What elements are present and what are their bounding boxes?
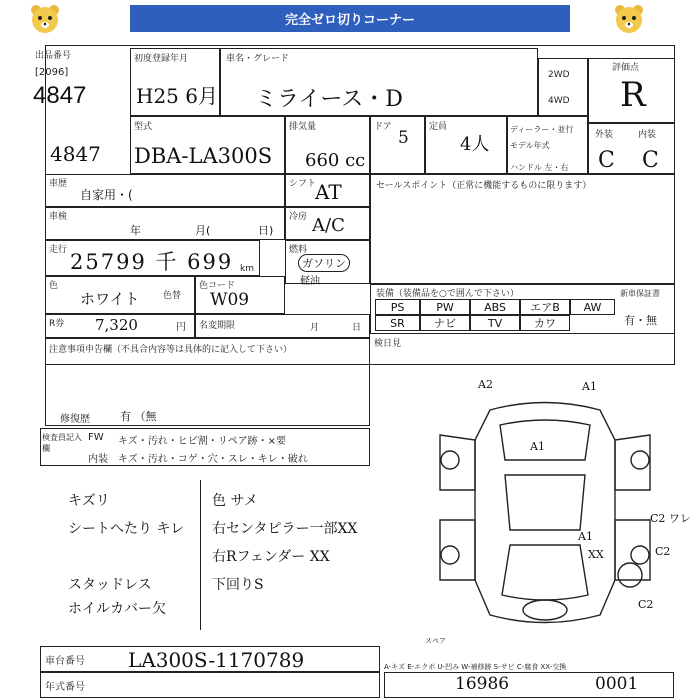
equip-aw: AW — [570, 299, 615, 315]
shift-label: シフト — [289, 179, 317, 189]
code-label: 色コード — [199, 281, 236, 291]
note-right-1: 色 サメ — [212, 493, 258, 509]
door-value: 5 — [398, 128, 409, 148]
fuel-alt: 軽油 — [300, 276, 320, 287]
grade-value: R — [620, 75, 646, 115]
warranty-value: 有・無 — [624, 314, 657, 327]
drive-4wd: 4WD — [548, 96, 570, 106]
sales-label: セールスポイント（正常に機能するものに限ります） — [376, 181, 592, 191]
inspect-label: 車検 — [49, 212, 68, 222]
equip-leather: カワ — [520, 315, 570, 331]
odo-value: 16986 — [455, 674, 510, 694]
damage-legend: A-キズ E-エクボ U-凹み W-補修跡 S-サビ C-腐食 XX-交換 — [384, 663, 567, 671]
mark-a2: A2 — [478, 378, 493, 391]
handle-label: ハンドル 左・右 — [510, 163, 569, 172]
door-label: ドア — [374, 122, 392, 132]
name-value: ミライース・D — [255, 87, 403, 112]
equip-tv: TV — [470, 315, 520, 331]
use-value: 自家用・( — [80, 188, 133, 202]
extra-label: 検日見 — [374, 339, 402, 349]
ext-value: C — [598, 148, 615, 173]
code-value: W09 — [210, 290, 250, 310]
mark-c2-rear: C2 — [638, 598, 654, 611]
inspect-year: 年 — [130, 224, 141, 237]
mark-a1-side: A1 — [578, 530, 593, 543]
corner-banner: 完全ゼロ切りコーナー — [130, 5, 570, 32]
color-label: 色 — [49, 281, 59, 291]
mileage-value: 25799 千 699 — [70, 250, 234, 274]
lot-label: 出品番号 — [35, 51, 72, 61]
new-car-label: 新車保証書 — [620, 289, 660, 298]
equip-sr: SR — [375, 315, 420, 331]
int-items: キズ・汚れ・コゲ・穴・スレ・キレ・破れ — [118, 454, 308, 465]
mark-xx: XX — [588, 548, 604, 561]
color-value: ホワイト — [80, 290, 140, 308]
cap-value: 4人 — [460, 134, 490, 155]
equip-ps: PS — [375, 299, 420, 315]
model-label: 型式 — [134, 122, 153, 132]
cap-label: 定員 — [429, 122, 448, 132]
recycle-label: R券 — [49, 319, 65, 329]
mark-a1-front: A1 — [582, 380, 597, 393]
int-label: 内装 — [638, 130, 657, 140]
reg-value: H25 6月 — [136, 84, 218, 108]
notes-divider — [200, 480, 201, 630]
equip-airbag: エアB — [520, 299, 570, 315]
chassis-label: 車台番号 — [45, 656, 85, 667]
int-items-label: 内装 — [88, 454, 108, 465]
inspect-day: 日) — [258, 224, 274, 237]
ext-label: 外装 — [595, 130, 614, 140]
note-right-2: 右センタピラー一部XX — [212, 521, 358, 537]
lot-code: [2096] — [35, 67, 69, 78]
chassis-note: 4847 — [50, 142, 101, 166]
grade-label: 評価点 — [612, 63, 640, 73]
note-left-2: シートへたり キレ — [68, 521, 185, 537]
record-value: 有 （無 — [120, 410, 157, 423]
reg-label: 初度登録年月 — [134, 54, 189, 64]
int-value: C — [642, 148, 659, 173]
inspect-month: 月( — [195, 224, 211, 237]
transfer-day: 日 — [352, 323, 362, 333]
bear-mascot-icon — [28, 2, 62, 36]
disp-label: 排気量 — [289, 122, 317, 132]
use-label: 車歴 — [49, 179, 68, 189]
transfer-month: 月 — [310, 323, 320, 333]
mileage-unit: km — [240, 264, 254, 274]
record-label: 修復歴 — [60, 414, 90, 425]
name-label: 車名・グレード — [226, 54, 290, 64]
drive-cell — [538, 58, 588, 116]
drive-2wd: 2WD — [548, 70, 570, 80]
bear-mascot-icon — [612, 2, 646, 36]
recycle-unit: 円 — [176, 322, 186, 333]
dealer-label: ディーラー・並行 — [510, 125, 574, 134]
model-value: DBA-LA300S — [134, 144, 273, 168]
model-year-label: モデル年式 — [510, 141, 550, 150]
fuel-value: ガソリン — [298, 254, 350, 272]
equip-abs: ABS — [470, 299, 520, 315]
odo2-value: 0001 — [595, 674, 639, 694]
lot-number: 4847 — [33, 82, 87, 109]
model-number-cell — [40, 672, 380, 698]
mark-c2-right: C2 — [655, 545, 671, 558]
shift-value: AT — [315, 180, 342, 204]
note-left-5: ホイルカバー欠 — [68, 601, 166, 617]
inspect-cell — [45, 207, 285, 240]
mileage-label: 走行 — [49, 245, 68, 255]
fw-items: キズ・汚れ・ヒビ割・リペア跡・×要 — [118, 436, 286, 447]
equip-navi: ナビ — [420, 315, 470, 331]
chassis-value: LA300S-1170789 — [128, 648, 305, 672]
notes-label: 注意事項申告欄（不具合内容等は具体的に記入して下さい） — [49, 345, 293, 355]
model-number-label: 年式番号 — [45, 682, 85, 693]
recycle-value: 7,320 — [95, 316, 138, 334]
mark-spare: スペア — [425, 637, 446, 645]
transfer-label: 名変期限 — [199, 321, 236, 331]
ac-value: A/C — [312, 215, 345, 236]
equip-pw: PW — [420, 299, 470, 315]
note-right-3: 右Rフェンダー XX — [212, 549, 330, 565]
mark-a1-hood: A1 — [530, 440, 545, 453]
fw-label: FW — [88, 432, 104, 443]
note-left-1: キズリ — [68, 493, 110, 509]
note-left-4: スタッドレス — [68, 577, 152, 593]
note-right-4: 下回りS — [212, 577, 264, 593]
equip-label: 装備（装備品を○で囲んで下さい） — [376, 289, 519, 299]
tool-label: 検査員記入欄 — [42, 433, 82, 453]
color-change: 色替 — [163, 291, 182, 301]
car-diagram — [420, 380, 670, 640]
fuel-label: 燃料 — [289, 245, 308, 255]
mark-c2-ware: C2 ワレ — [650, 512, 691, 525]
ac-label: 冷房 — [289, 212, 308, 222]
disp-value: 660 cc — [305, 150, 366, 171]
